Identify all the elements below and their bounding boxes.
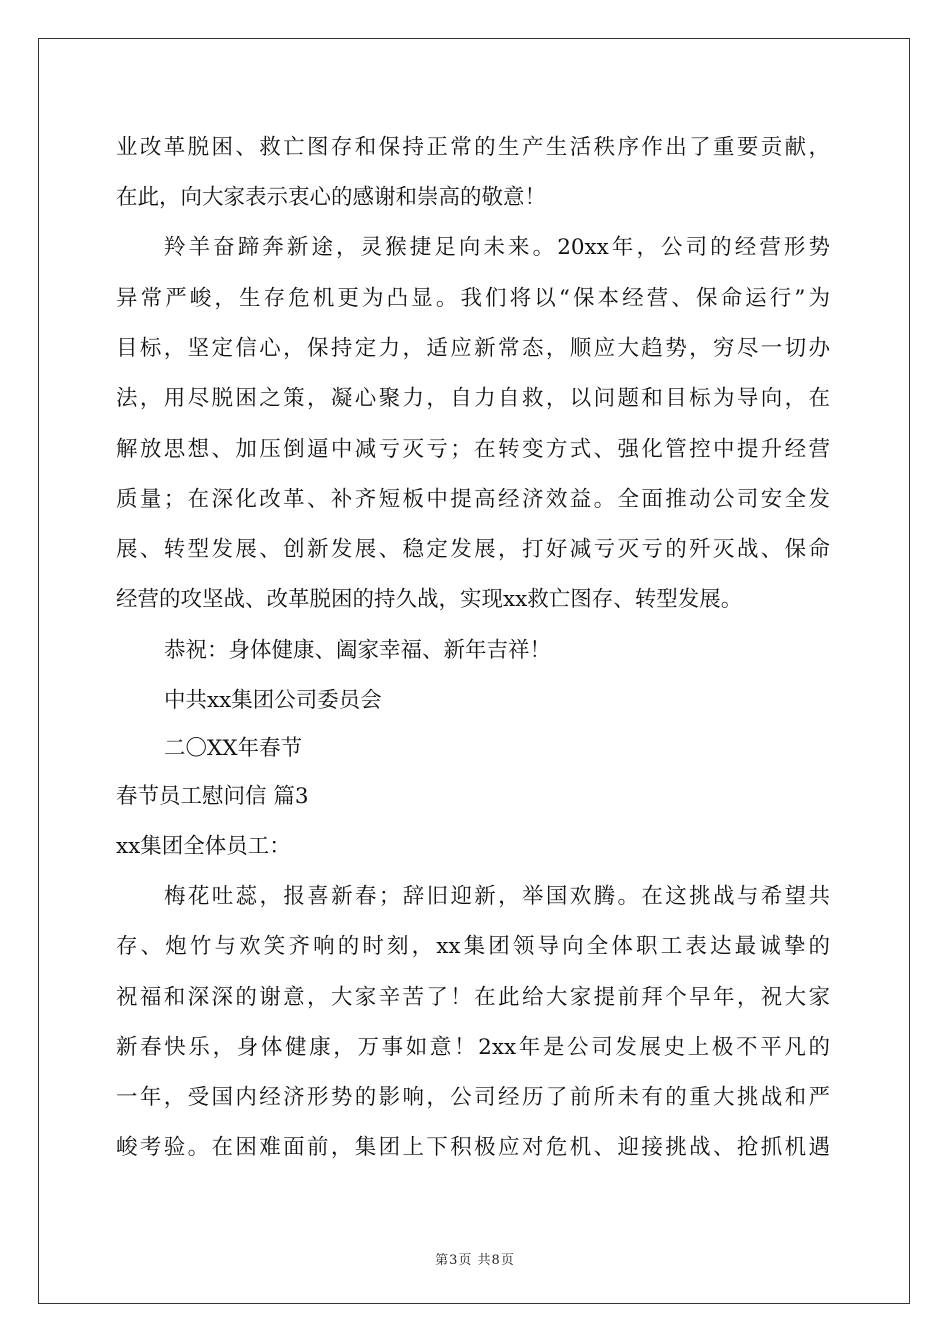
text-line: 梅花吐蕊，报喜新春；辞旧迎新，举国欢腾。在这挑战与希望共 — [164, 884, 830, 909]
text-line: 峻考验。在困难面前，集团上下积极应对危机、迎接挑战、抢抓机遇 — [116, 1135, 830, 1160]
text-line: 异常严峻，生存危机更为凸显。我们将以“保本经营、保命运行”为 — [116, 286, 830, 311]
section-title: 春节员工慰问信 篇3 — [116, 784, 309, 809]
signature-line: 中共xx集团公司委员会 — [164, 688, 382, 713]
text-line: 恭祝：身体健康、阖家幸福、新年吉祥！ — [164, 638, 552, 663]
salutation: xx集团全体员工： — [116, 834, 291, 859]
text-line: 一年，受国内经济形势的影响，公司经历了前所未有的重大挑战和严 — [116, 1085, 830, 1110]
text-line: 展、转型发展、创新发展、稳定发展，打好减亏灭亏的歼灭战、保命 — [116, 537, 830, 562]
text-line: 目标，坚定信心，保持定力，适应新常态，顺应大趋势，穷尽一切办 — [116, 336, 830, 361]
text-line: 业改革脱困、救亡图存和保持正常的生产生活秩序作出了重要贡献， — [116, 135, 830, 160]
page-frame — [38, 38, 910, 1304]
text-line: 祝福和深深的谢意，大家辛苦了！在此给大家提前拜个早年，祝大家 — [116, 985, 830, 1010]
date-line: 二〇XX年春节 — [164, 736, 303, 761]
text-line: 经营的攻坚战、改革脱困的持久战，实现xx救亡图存、转型发展。 — [116, 587, 743, 612]
text-line: 解放思想、加压倒逼中减亏灭亏；在转变方式、强化管控中提升经营 — [116, 437, 830, 462]
text-line: 法，用尽脱困之策，凝心聚力，自力自救，以问题和目标为导向，在 — [116, 386, 830, 411]
text-line: 在此，向大家表示衷心的感谢和崇高的敬意！ — [116, 185, 547, 210]
text-line: 羚羊奋蹄奔新途，灵猴捷足向未来。20xx年，公司的经营形势 — [164, 235, 830, 260]
page-indicator: 第3页 共8页 — [435, 1253, 515, 1268]
text-line: 质量；在深化改革、补齐短板中提高经济效益。全面推动公司安全发 — [116, 487, 830, 512]
text-line: 存、炮竹与欢笑齐响的时刻，xx集团领导向全体职工表达最诚挚的 — [116, 934, 830, 959]
text-line: 新春快乐，身体健康，万事如意！2xx年是公司发展史上极不平凡的 — [116, 1035, 830, 1060]
